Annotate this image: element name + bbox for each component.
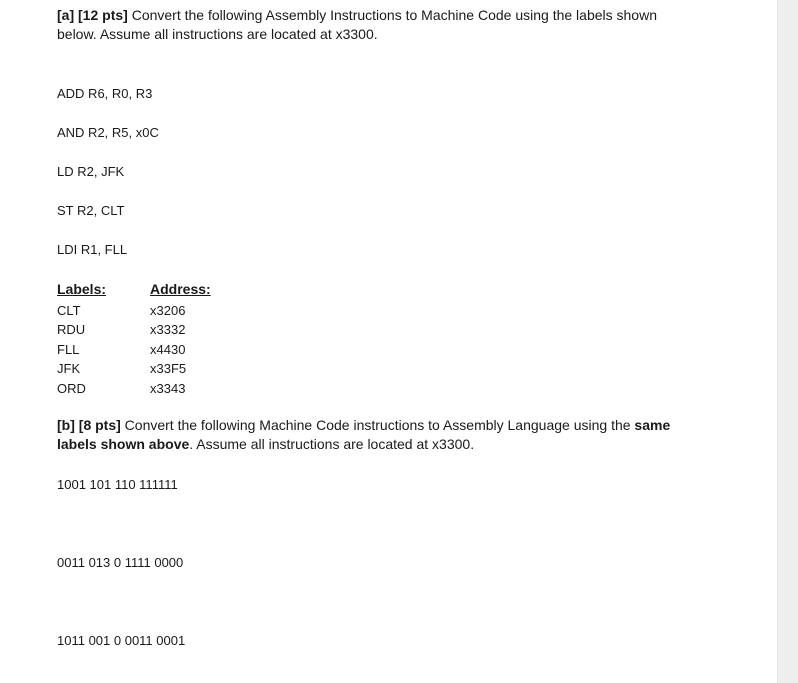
instruction-and: AND R2, R5, x0C <box>57 125 159 140</box>
part-b-points: [8 pts] <box>78 417 121 433</box>
address-cell: x33F5 <box>150 361 187 376</box>
address-cell: x3332 <box>150 322 186 337</box>
instruction-ldi: LDI R1, FLL <box>57 242 128 257</box>
part-a-points: [12 pts] <box>78 7 128 23</box>
address-cell: x3343 <box>150 380 186 396</box>
address-cell: x4430 <box>150 341 186 357</box>
scrollbar-track[interactable] <box>777 0 798 683</box>
instruction-st: ST R2, CLT <box>57 203 125 218</box>
address-header: Address: <box>150 281 211 297</box>
part-b-text: Convert the following Machine Code instructions to Assembly Language using the <box>124 417 631 433</box>
part-a-tag: [a] <box>57 7 75 23</box>
address-cell: x3206 <box>150 302 186 318</box>
labels-column <box>57 280 106 398</box>
part-b-emphasis: same labels shown above <box>57 417 671 452</box>
address-column <box>150 280 211 398</box>
machine-code-line: 1001 101 110 111111 <box>57 477 178 492</box>
machine-code-line: 0011 013 0 1111 0000 <box>57 555 184 570</box>
label-cell: ORD <box>57 380 86 396</box>
machine-code-line: 1011 001 0 0011 0001 <box>57 633 186 648</box>
instruction-ld: LD R2, JFK <box>57 164 125 179</box>
part-a-prompt <box>57 6 697 44</box>
part-a-text: Convert the following Assembly Instructions to Machine Code using the labels shown below. Assume all instructions are located at x3300. <box>57 7 657 42</box>
part-b-text-end: . Assume all instructions are located at x3300. <box>189 436 475 452</box>
label-cell: CLT <box>57 302 81 318</box>
labels-header: Labels: <box>57 281 107 297</box>
instruction-add: ADD R6, R0, R3 <box>57 86 153 101</box>
part-b-prompt <box>57 416 687 454</box>
label-cell: JFK <box>57 361 81 376</box>
label-cell: RDU <box>57 322 86 337</box>
part-b-tag: [b] <box>57 417 75 433</box>
label-cell: FLL <box>57 341 80 357</box>
